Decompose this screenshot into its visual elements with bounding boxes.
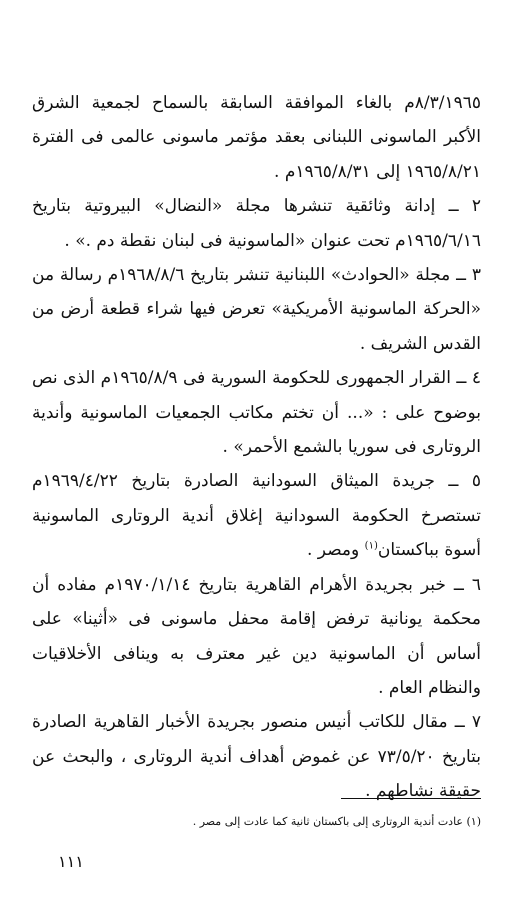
list-item-7: ٧ ــ مقال للكاتب أنيس منصور بجريدة الأخبار القاهرية الصادرة بتاريخ ٧٣/٥/٢٠ عن غموض أهداف أندية الروتارى ، والبحث عن حقيقة نشاطهم .: [32, 712, 481, 802]
main-text: [32, 86, 481, 809]
list-item-6: ٦ ــ خبر بجريدة الأهرام القاهرية بتاريخ ١٩٧٠/١/١٤م مفاده أن محكمة يونانية ترفض إقامة محفل ماسونى فى «أثينا» على أساس أن الماسونية دين غير معترف به وينافى الأخلاقيات والنظام العام .: [32, 574, 481, 698]
paragraph-1-continued: ٨/٣/١٩٦٥م بالغاء الموافقة السابقة بالسماح لجمعية الشرق الأكبر الماسونى اللبنانى بعقد مؤتمر ماسونى عالمى فى الفترة ١٩٦٥/٨/٢١ إلى ١٩٦٥/٨/٣١م .: [32, 93, 481, 182]
list-item-2: ٢ ــ إدانة وثائقية تنشرها مجلة «النضال» البيروتية بتاريخ ١٩٦٥/٦/١٦م تحت عنوان «الماسونية فى لبنان نقطة دم .» .: [32, 196, 481, 251]
list-item-5-tail: ومصر .: [307, 540, 360, 561]
list-item-4: ٤ ــ القرار الجمهورى للحكومة السورية فى ١٩٦٥/٨/٩م الذى نص بوضوح على : «... أن تختم مكاتب الجمعيات الماسونية وأندية الروتارى فى سوريا بالشمع الأحمر» .: [32, 368, 481, 458]
footnote-divider: [341, 798, 481, 799]
list-item-5-text: ٥ ــ جريدة الميثاق السودانية الصادرة بتاريخ ١٩٦٩/٤/٢٢م تستصرخ الحكومة السودانية إغلاق أندية الروتارى الماسونية أسوة بباكستان: [32, 471, 481, 561]
list-item-3: ٣ ــ مجلة «الحوادث» اللبنانية تنشر بتاريخ ١٩٦٨/٨/٦م رسالة من «الحركة الماسونية الأمريكية» تعرض فيها شراء قطعة أرض من القدس الشريف .: [32, 265, 481, 354]
footnote-reference: (١): [364, 540, 378, 552]
page-number: ١١١: [58, 852, 84, 871]
footnote: (١) عادت أندية الروتارى إلى باكستان ثانية كما عادت إلى مصر .: [192, 815, 481, 828]
list-item-5: [32, 464, 481, 567]
